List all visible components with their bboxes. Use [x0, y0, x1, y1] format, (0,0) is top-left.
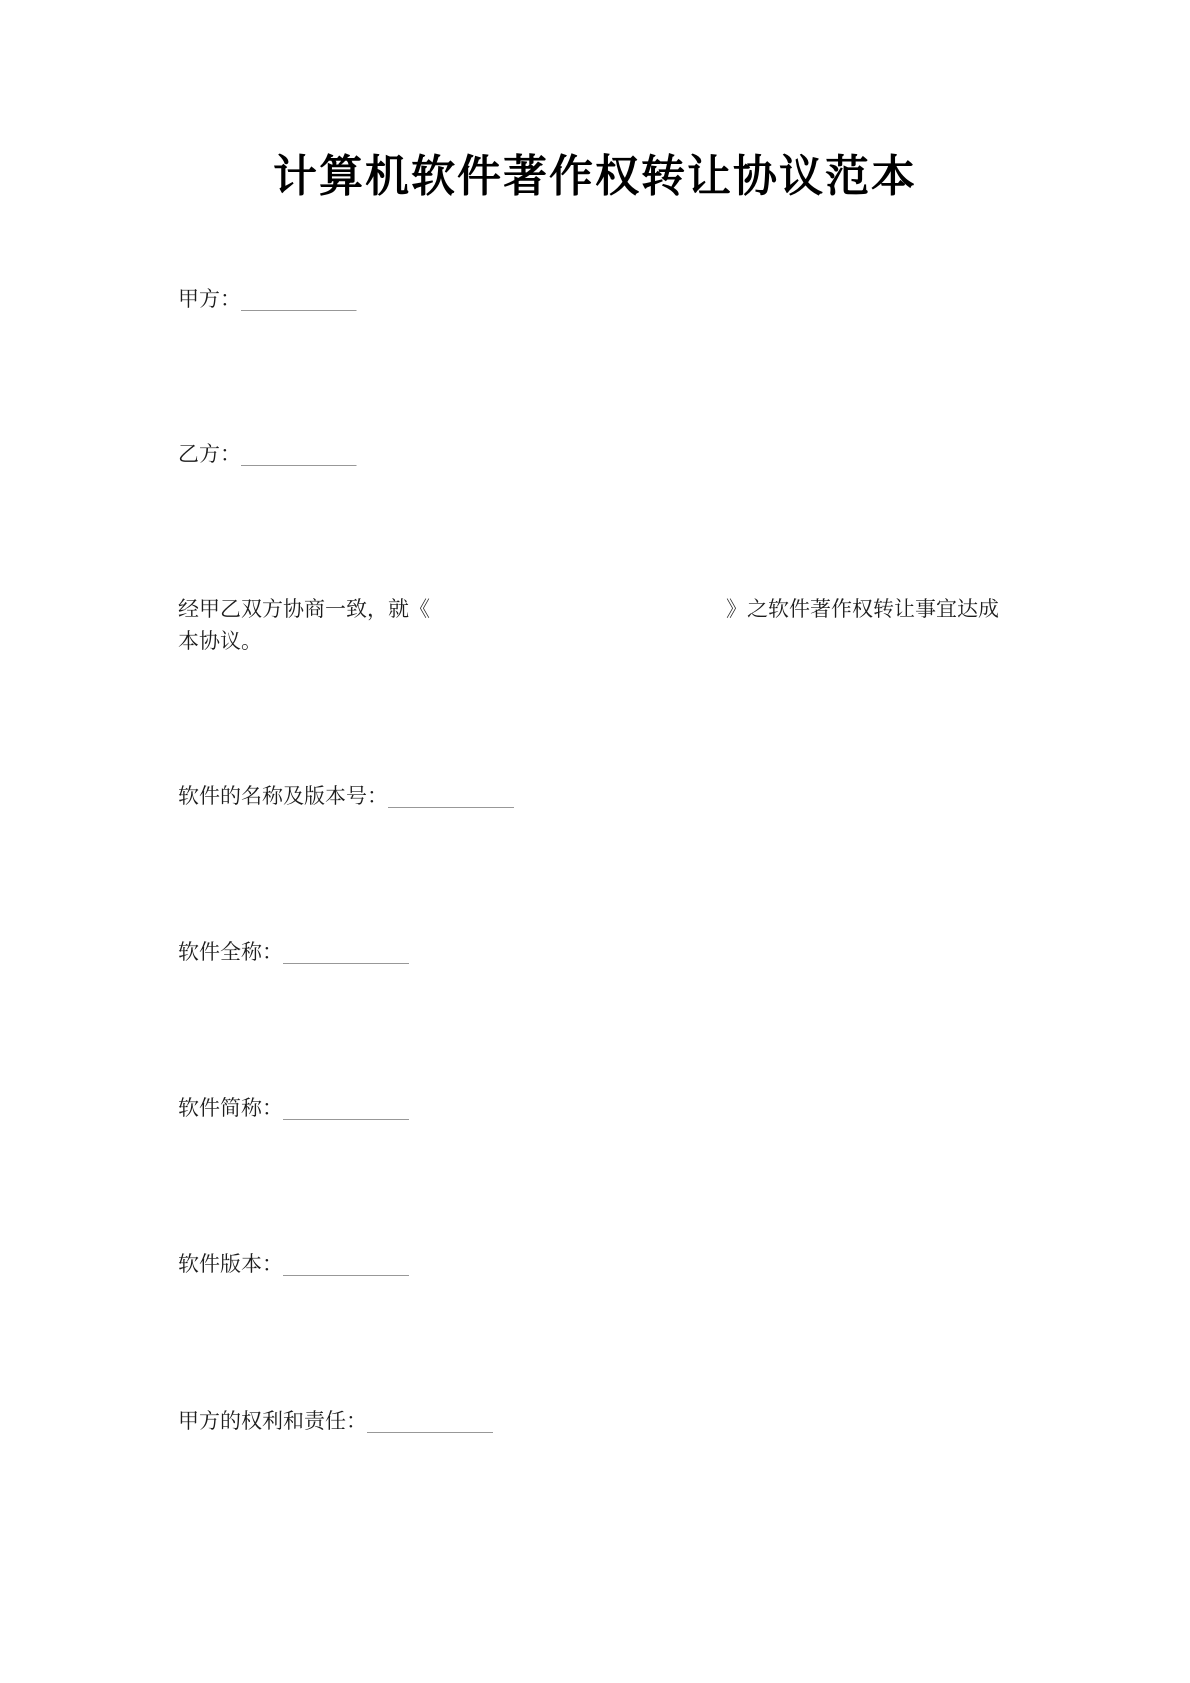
blank-underline-party-b: ___________	[241, 442, 357, 466]
blank-underline-party-a-rights: ____________	[367, 1409, 493, 1433]
clause-text-after-blank: 》之软件著作权转让事宜达成	[726, 597, 999, 621]
field-label-party-a-rights: 甲方的权利和责任：	[178, 1409, 367, 1433]
field-row-party-b	[178, 438, 357, 470]
agreement-clause-line-1	[178, 593, 999, 625]
clause-text-before-blank: 经甲乙双方协商一致，就《	[178, 597, 430, 621]
clause-line2-text: 本协议。	[178, 629, 262, 653]
blank-underline-software-full-name: ____________	[283, 940, 409, 964]
field-label-software-version: 软件版本：	[178, 1252, 283, 1276]
blank-underline-software-version: ____________	[283, 1252, 409, 1276]
field-label-party-a: 甲方：	[178, 287, 241, 311]
field-label-party-b: 乙方：	[178, 442, 241, 466]
field-row-software-short-name	[178, 1092, 409, 1124]
field-label-software-name-version: 软件的名称及版本号：	[178, 784, 388, 808]
field-label-software-short-name: 软件简称：	[178, 1096, 283, 1120]
field-row-party-a	[178, 283, 357, 315]
field-row-software-full-name	[178, 936, 409, 968]
agreement-clause-line-2	[178, 625, 262, 657]
field-row-party-a-rights	[178, 1405, 493, 1437]
field-label-software-full-name: 软件全称：	[178, 940, 283, 964]
field-row-software-version	[178, 1248, 409, 1280]
blank-underline-party-a: ___________	[241, 287, 357, 311]
blank-underline-software-name-version: ____________	[388, 784, 514, 808]
document-title: 计算机软件著作权转让协议范本	[273, 151, 917, 202]
field-row-software-name-version	[178, 780, 514, 812]
blank-underline-software-short-name: ____________	[283, 1096, 409, 1120]
software-title-blank-gap	[430, 615, 726, 616]
